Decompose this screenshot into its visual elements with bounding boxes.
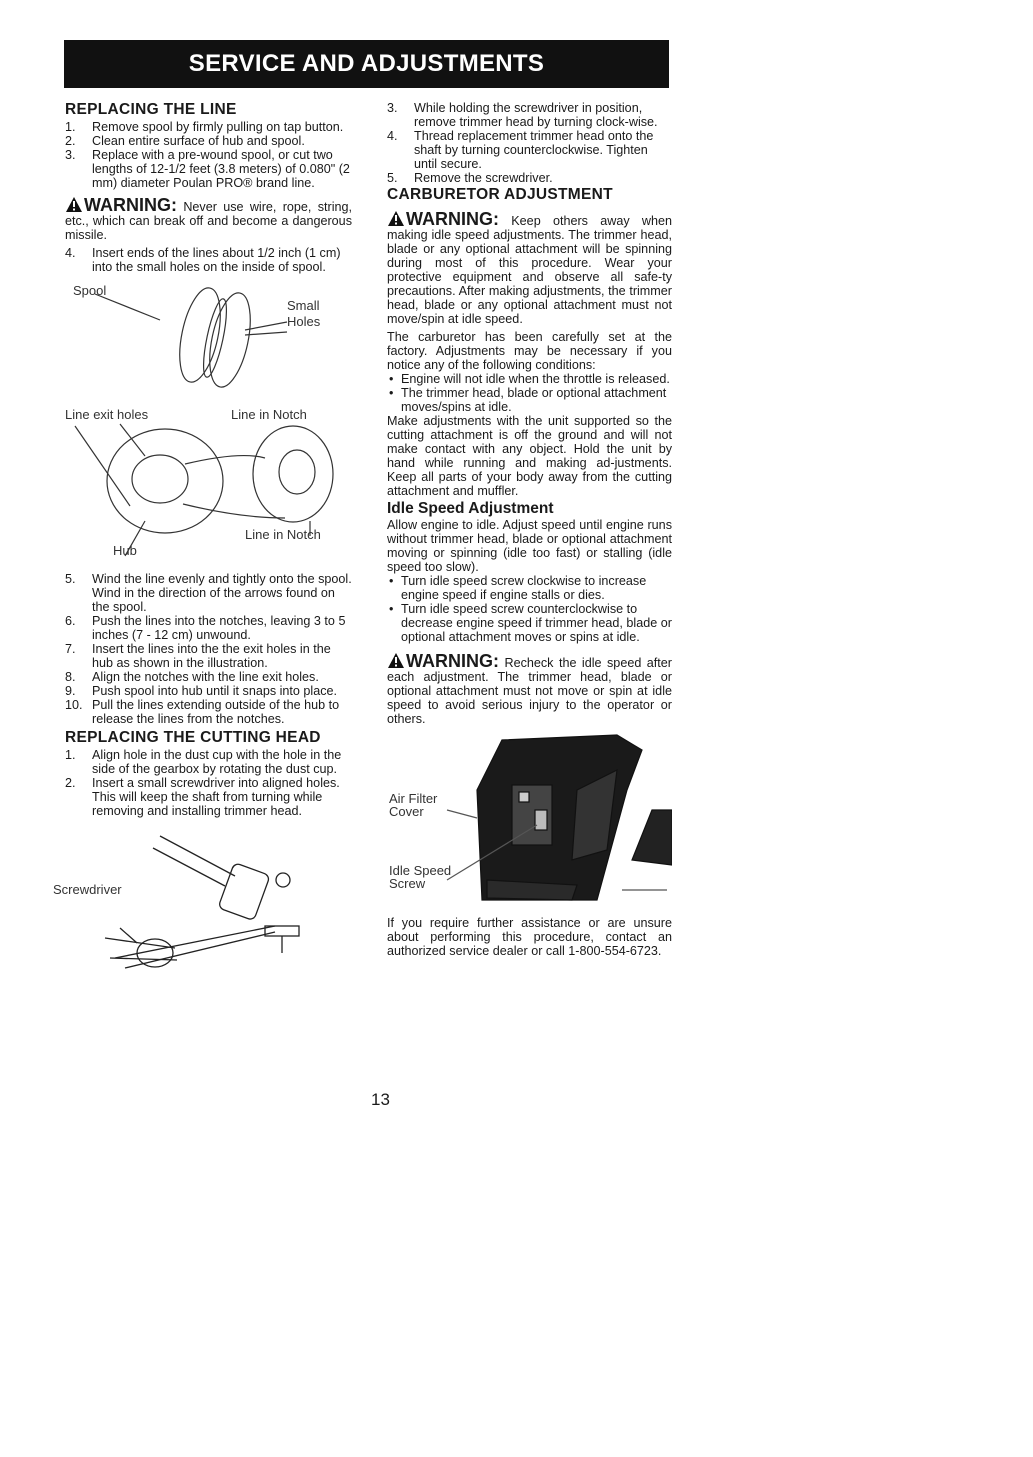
right-column xyxy=(387,101,672,958)
list-item: 2. Clean entire surface of hub and spool. xyxy=(65,134,305,148)
closing-paragraph: If you require further assistance or are unsure about performing this procedure, contact an authorized service dealer or call 1-800-554-6723. xyxy=(387,916,672,958)
idle-speed-heading: Idle Speed Adjustment xyxy=(387,500,554,517)
screwdriver-label: Screwdriver xyxy=(53,882,122,897)
replacing-line-heading: REPLACING THE LINE xyxy=(65,101,237,118)
list-item: 10. Pull the lines extending outside of the hub to release the lines from the notches. xyxy=(65,698,340,726)
list-item: 5. Wind the line evenly and tightly onto the spool. Wind in the direction of the arrows found on the spool. xyxy=(65,572,352,614)
line-in-notch-top-label: Line in Notch xyxy=(231,407,307,422)
warning-triangle-icon xyxy=(387,210,405,227)
list-item: 1. Align hole in the dust cup with the hole in the side of the gearbox by rotating the dust cup. xyxy=(65,748,342,776)
list-item: • The trimmer head, blade or optional attachment moves/spins at idle. xyxy=(387,386,672,414)
carburetor-conditions xyxy=(387,372,672,414)
list-item: 7. Insert the lines into the the exit holes in the hub as shown in the illustration. xyxy=(65,642,331,670)
idle-paragraph: Allow engine to idle. Adjust speed until engine runs without trimmer head, blade or optional attachment moving or spinning (idle too fast) or stalling (idle speed too slow). xyxy=(387,518,672,574)
list-item: 1. Remove spool by firmly pulling on tap button. xyxy=(65,120,344,134)
warning-triangle-icon xyxy=(65,196,83,213)
list-item: 8. Align the notches with the line exit holes. xyxy=(65,670,319,684)
line-in-notch-bottom-label: Line in Notch xyxy=(245,527,321,542)
list-item: 6. Push the lines into the notches, leaving 3 to 5 inches (7 - 12 cm) unwound. xyxy=(65,614,346,642)
warning-triangle-icon xyxy=(387,652,405,669)
warning-label: WARNING: xyxy=(406,209,499,229)
idle-screw-label: Idle Speed Screw xyxy=(389,863,452,891)
section-title: SERVICE AND ADJUSTMENTS xyxy=(188,50,545,77)
spool-figure xyxy=(65,280,352,400)
replacing-head-steps-continued xyxy=(387,101,672,185)
carburetor-paragraph-1: The carburetor has been carefully set at the factory. Adjustments may be necessary if you notice any of the following conditions: xyxy=(387,330,672,372)
carburetor-figure xyxy=(387,730,672,910)
warning-text: Keep others away when making idle speed adjustments. The trimmer head, blade or any optional attachment will be spinning during most of this procedure. Wear your protective equipment and observe all safe-ty precautions. After making adjustments, the trimmer head, blade or any optional attachment must not move/spin at idle speed. xyxy=(387,214,673,326)
hub-illustration xyxy=(65,406,352,566)
page-number: 13 xyxy=(371,1090,390,1109)
replacing-head-heading: REPLACING THE CUTTING HEAD xyxy=(65,729,321,746)
list-item: 3. While holding the screwdriver in position, remove trimmer head by turning clock-wise. xyxy=(387,101,658,129)
warning-label: WARNING: xyxy=(84,195,177,215)
idle-steps xyxy=(387,574,672,644)
list-item: • Turn idle speed screw counterclockwise to decrease engine speed if trimmer head, blade or optional attachment moves or spins at idle. xyxy=(387,602,672,644)
list-item: 5. Remove the screwdriver. xyxy=(387,171,553,185)
list-item: • Turn idle speed screw clockwise to increase engine speed if engine stalls or dies. xyxy=(387,574,672,602)
left-column xyxy=(53,101,353,984)
list-item: 9. Push spool into hub until it snaps into place. xyxy=(65,684,338,698)
warning-block xyxy=(65,196,352,242)
screwdriver-illustration xyxy=(65,828,352,978)
hub-label: Hub xyxy=(113,543,137,558)
warning-block xyxy=(387,210,672,326)
warning-label: WARNING: xyxy=(406,651,499,671)
warning-text: Never use wire, rope, string, etc., which can break off and become a dangerous missile. xyxy=(65,200,353,242)
list-item: 4. Insert ends of the lines about 1/2 inch (1 cm) into the small holes on the inside of spool. xyxy=(65,246,341,274)
section-banner xyxy=(64,40,669,88)
line-exit-holes-label: Line exit holes xyxy=(65,407,149,422)
replacing-head-steps xyxy=(65,748,352,818)
list-item: 3. Replace with a pre-wound spool, or cut two lengths of 12-1/2 feet (3.8 meters) of 0.080" (2 mm) diameter Poulan PRO® brand line. xyxy=(65,148,350,190)
spool-label: Spool xyxy=(73,283,107,298)
warning-block xyxy=(387,652,672,726)
list-item: 4. Thread replacement trimmer head onto the shaft by turning counterclockwise. Tighten until secure. xyxy=(387,129,654,171)
carburetor-paragraph-2: Make adjustments with the unit supported so the cutting attachment is off the ground and will not make contact with any object. Hold the unit by hand while running and making ad-justments. Keep all parts of your body away from the cutting attachment and muffler. xyxy=(387,414,672,498)
warning-text: Recheck the idle speed after each adjustment. The trimmer head, blade or optional attachment must not move or spin at idle speed to avoid serious injury to the operator or others. xyxy=(387,656,673,726)
small-holes-label: Small Holes xyxy=(287,298,321,329)
hub-figure xyxy=(65,406,352,566)
screwdriver-figure xyxy=(53,828,352,978)
replacing-line-step-4 xyxy=(65,246,352,274)
list-item: 2. Insert a small screwdriver into aligned holes. This will keep the shaft from turning while removing and installing trimmer head. xyxy=(65,776,340,818)
replacing-line-steps-b xyxy=(65,572,352,726)
list-item: • Engine will not idle when the throttle is released. xyxy=(387,372,672,386)
replacing-line-steps-a xyxy=(65,120,352,190)
carburetor-heading: CARBURETOR ADJUSTMENT xyxy=(387,186,613,203)
air-filter-label: Air Filter Cover xyxy=(389,791,438,819)
